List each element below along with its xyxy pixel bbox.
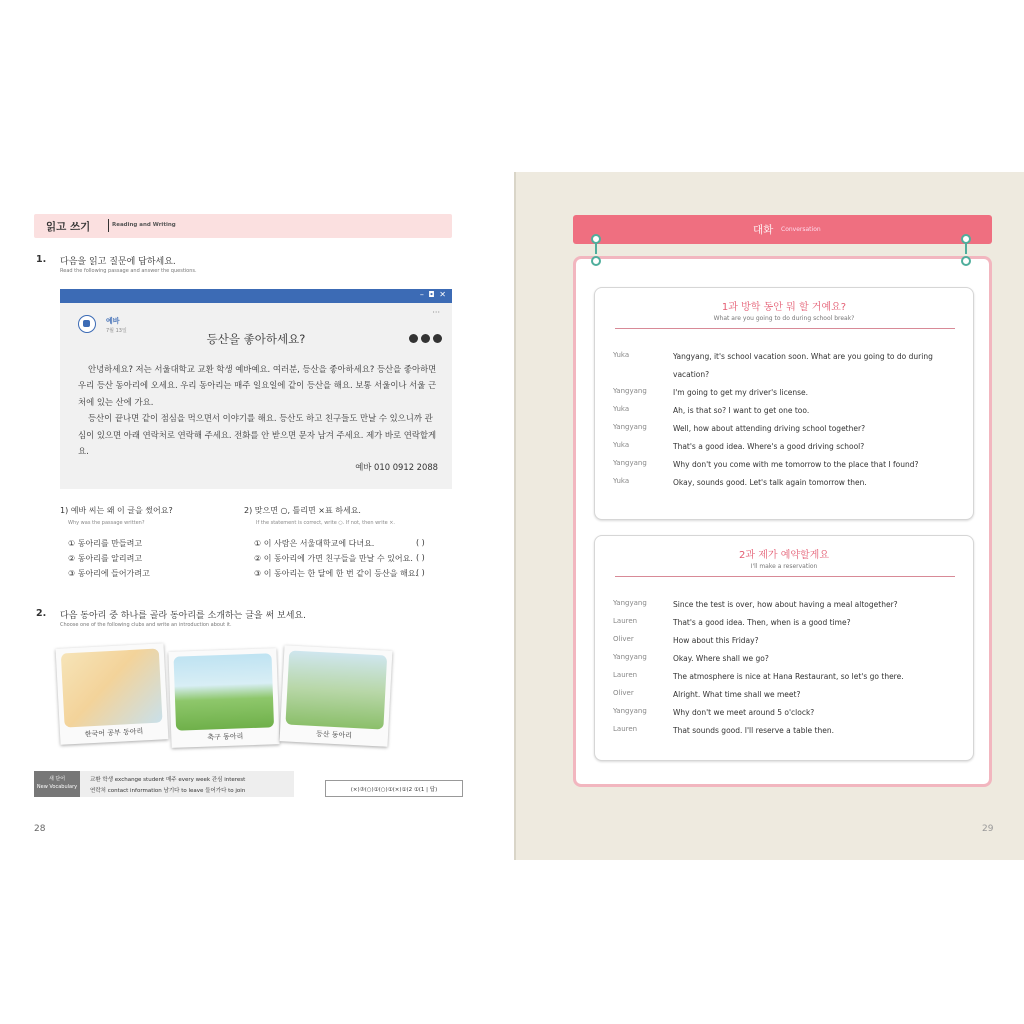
conversation-frame — [573, 256, 992, 787]
answer-key: (×)③(○)①(○)①(×)①(2 ①(1 | 답) — [325, 780, 463, 797]
lesson-1-subtitle: What are you going to do during school break? — [713, 315, 855, 322]
share-icon — [433, 334, 442, 343]
binder-ring-icon — [961, 234, 971, 244]
line-text: Since the test is over, how about having a meal altogether? — [673, 600, 898, 609]
speaker: Yangyang — [613, 459, 647, 467]
line-text: Alright. What time shall we meet? — [673, 690, 801, 699]
speaker: Yangyang — [613, 387, 647, 395]
vocabulary-line-2: 연락처 contact information 남기다 to leave 들어가다 to join — [90, 788, 246, 794]
speaker: Oliver — [613, 635, 634, 643]
vocabulary-tag — [34, 771, 80, 797]
question-1-number: 1. — [36, 254, 47, 265]
lesson-1-divider — [615, 328, 955, 329]
binder-ring-icon — [961, 256, 971, 266]
line-text: Okay, sounds good. Let's talk again tomorrow then. — [673, 478, 867, 487]
binder-ring-icon — [591, 234, 601, 244]
lesson-1-title: 1과 방학 동안 뭐 할 거예요? — [721, 302, 847, 313]
photo-hiking-club — [280, 645, 393, 747]
line-text: Why don't you come with me tomorrow to the place that I found? — [673, 460, 919, 469]
conversation-header — [573, 215, 992, 244]
post-reaction-icons — [409, 334, 442, 343]
korean-study-illustration — [61, 648, 163, 727]
right-page — [514, 172, 1024, 860]
line-text: I'm going to get my driver's license. — [673, 388, 809, 397]
post-date: 7월 13일 — [106, 328, 127, 334]
like-icon — [409, 334, 418, 343]
lesson-2-divider — [615, 576, 955, 577]
lesson-1-card — [594, 287, 974, 520]
speaker: Yuka — [613, 351, 630, 359]
new-vocabulary-box — [34, 771, 294, 797]
photo-korean-study-club — [56, 643, 169, 745]
line-text: That's a good idea. Where's a good driving school? — [673, 442, 865, 451]
page-number-right: 29 — [982, 824, 994, 834]
section-title-en: Reading and Writing — [112, 222, 176, 228]
comment-icon — [421, 334, 430, 343]
speaker: Yuka — [613, 477, 630, 485]
subquestion-2-option-2: ② 이 동아리에 가면 친구들을 만날 수 있어요. — [254, 554, 413, 563]
more-options-icon: ··· — [432, 308, 440, 317]
answer-blank-3[interactable]: ( ) — [416, 568, 425, 577]
post-author: 예바 — [106, 317, 120, 325]
club-photos — [58, 644, 398, 754]
binder-ring-icon — [591, 256, 601, 266]
question-1-subtext: Read the following passage and answer the questions. — [60, 268, 197, 274]
question-2-subtext: Choose one of the following clubs and write an introduction about it. — [60, 622, 232, 628]
speaker: Lauren — [613, 725, 638, 733]
vocabulary-tag-en: New Vocabulary — [36, 784, 78, 790]
photo-caption-3: 등산 동아리 — [315, 730, 353, 740]
post-paragraph-1: 안녕하세요? 저는 서울대학교 교환 학생 예바예요. 여러분, 등산을 좋아하세요? 등산을 좋아하면 우리 등산 동아리에 오세요. 우리 동아리는 매주 일요일에 같이 등산을 해요. 보통 서울이나 서울 근처에 있는 산에 가요. — [78, 364, 437, 407]
hiking-illustration — [285, 650, 387, 729]
vocabulary-tag-ko: 새 단어 — [48, 776, 66, 782]
page-number-left: 28 — [34, 824, 46, 834]
line-text: Ah, is that so? I want to get one too. — [673, 406, 810, 415]
line-text: That sounds good. I'll reserve a table then. — [673, 726, 834, 735]
section-divider — [108, 219, 109, 232]
line-text: Okay. Where shall we go? — [673, 654, 769, 663]
subquestion-1-option-3: ③ 동아리에 들어가려고 — [68, 569, 150, 578]
conversation-title-en: Conversation — [781, 226, 821, 233]
line-text: How about this Friday? — [673, 636, 759, 645]
lesson-2-title: 2과 제가 예약할게요 — [739, 550, 829, 561]
speaker: Yangyang — [613, 423, 647, 431]
speaker: Yangyang — [613, 707, 647, 715]
post-body — [78, 361, 438, 459]
speaker: Lauren — [613, 617, 638, 625]
speaker: Oliver — [613, 689, 634, 697]
subquestion-2-en: If the statement is correct, write ○. If not, then write ×. — [256, 520, 396, 526]
subquestion-1: 1) 예바 씨는 왜 이 글을 썼어요? — [60, 506, 173, 515]
speaker: Yangyang — [613, 653, 647, 661]
speaker: Yuka — [613, 441, 630, 449]
post-title: 등산을 좋아하세요? — [206, 332, 306, 346]
post-signature: 예바 010 0912 2088 — [355, 462, 438, 472]
speaker: Lauren — [613, 671, 638, 679]
line-text: Yangyang, it's school vacation soon. What are you going to do during vacation? — [673, 352, 933, 379]
question-2-number: 2. — [36, 608, 47, 619]
club-post — [60, 289, 452, 489]
subquestion-1-en: Why was the passage written? — [68, 520, 145, 526]
answer-blank-1[interactable]: ( ) — [416, 538, 425, 547]
subquestion-2: 2) 맞으면 ○, 틀리면 ×표 하세요. — [244, 506, 361, 515]
line-text: Why don't we meet around 5 o'clock? — [673, 708, 815, 717]
soccer-illustration — [174, 653, 275, 730]
lesson-2-card — [594, 535, 974, 761]
vocabulary-line-1: 교환 학생 exchange student 매주 every week 관심 interest — [90, 777, 246, 783]
line-text: The atmosphere is nice at Hana Restaurant, so let's go there. — [673, 672, 904, 681]
subquestion-1-option-1: ① 동아리를 만들려고 — [68, 539, 143, 548]
speaker: Yangyang — [613, 599, 647, 607]
question-1-text: 다음을 읽고 질문에 답하세요. — [60, 257, 176, 267]
subquestion-1-option-2: ② 동아리를 알리려고 — [68, 554, 143, 563]
answer-blank-2[interactable]: ( ) — [416, 553, 425, 562]
left-page — [0, 172, 514, 860]
section-title-ko: 읽고 쓰기 — [46, 221, 91, 233]
photo-soccer-club — [168, 648, 279, 748]
page-gutter — [514, 172, 516, 860]
subquestion-2-option-1: ① 이 사람은 서울대학교에 다녀요. — [254, 539, 375, 548]
photo-caption-2: 축구 동아리 — [207, 732, 244, 742]
speaker: Yuka — [613, 405, 630, 413]
section-header-reading-writing — [34, 214, 452, 238]
lesson-2-subtitle: I'll make a reservation — [750, 563, 818, 570]
subquestion-2-option-3: ③ 이 동아리는 한 달에 한 번 같이 등산을 해요. — [254, 569, 418, 578]
line-text: That's a good idea. Then, when is a good time? — [673, 618, 851, 627]
post-window-bar — [60, 289, 452, 303]
conversation-title-ko: 대화 — [753, 224, 774, 236]
post-paragraph-2: 등산이 끝나면 같이 점심을 먹으면서 이야기를 해요. 등산도 하고 친구들도 만날 수 있으니까 관심이 있으면 아래 연락처로 연락해 주세요. 전화를 안 받으면 문자 남겨 주세요. 제가 바로 연락할게요. — [78, 413, 437, 457]
window-controls-icon: – ◘ ✕ — [419, 290, 447, 299]
photo-caption-1: 한국어 공부 동아리 — [84, 727, 144, 739]
question-2-text: 다음 동아리 중 하나를 골라 동아리를 소개하는 글을 써 보세요. — [60, 611, 306, 621]
line-text: Well, how about attending driving school together? — [673, 424, 866, 433]
